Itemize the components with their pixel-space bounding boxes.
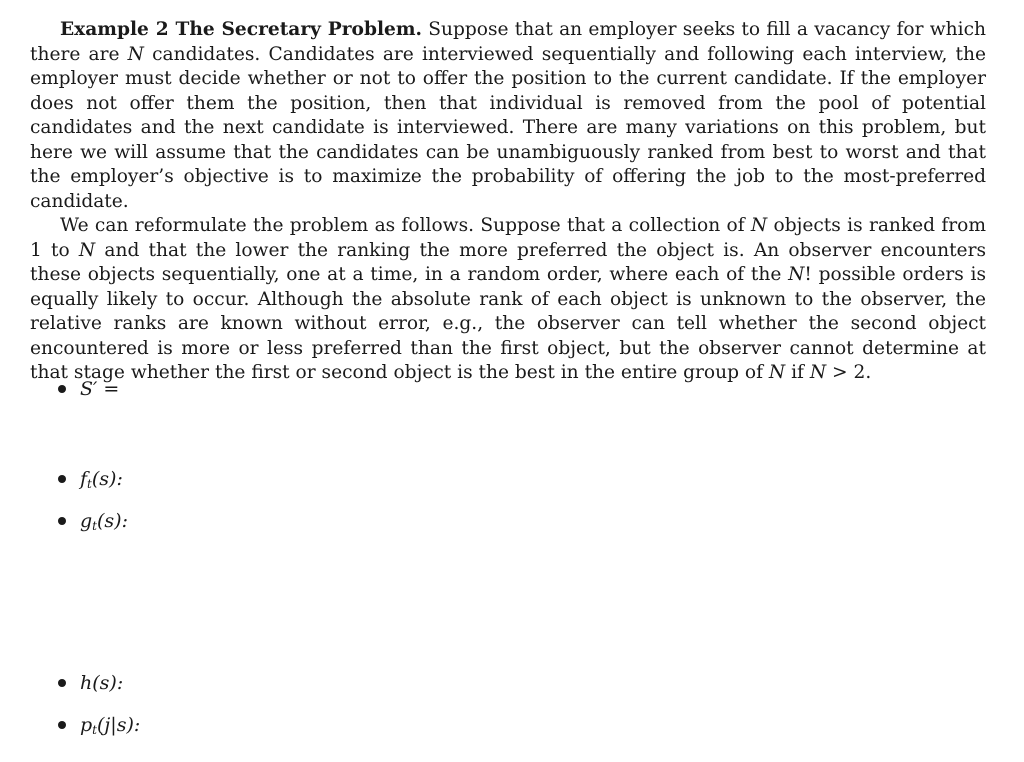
math-symbol-n: N — [78, 239, 96, 261]
bullet-label: h(s): — [80, 672, 124, 694]
bullet-dot-icon — [58, 385, 66, 393]
bullet-dot-icon — [58, 721, 66, 729]
bullet-s-prime — [58, 376, 119, 402]
bullet-p-t — [58, 712, 140, 738]
math-symbol-n: N — [788, 264, 805, 285]
bullet-label: $p_t(j|s)$: — [80, 714, 141, 737]
document-body — [30, 18, 986, 386]
paragraph-1-text: Suppose that an employer seeks to fill a vacancy for which there are N candidates. Candidates are interviewed sequentially and following each interview, the employer must decide whether or not to offer the position to the current candidate. If the employer does not offer them the position, then that individual is removed from the pool of potential candidates and the next candidate is interviewed. There are many variations on this problem, but here we will assume that the candidates can be unambiguously ranked from best to worst and that the employer’s objective is to maximize the probability of offering the job to the most-preferred candidate. — [30, 19, 986, 212]
subscript-t: t — [92, 519, 97, 533]
math-symbol-n: N — [809, 362, 827, 383]
math-symbol-n: N — [127, 43, 144, 65]
bullet-dot-icon — [58, 517, 66, 525]
bullet-dot-icon — [58, 475, 66, 483]
bullet-g-t — [58, 508, 128, 534]
subscript-t: t — [92, 723, 97, 737]
paragraph-2: We can reformulate the problem as follows. Suppose that a collection of N objects is ranked from 1 to N and that the lower the ranking the more preferred the object is. An observer encounters these objects sequentially, one at a time, in a random order, where each of the N! possible orders is equally likely to occur. Although the absolute rank of each object is unknown to the observer, the relative ranks are known without error, e.g., the observer can tell whether the second object encountered is more or less preferred than the first object, but the observer cannot determine at that stage whether the first or second object is the best in the entire group of N if N > 2. — [30, 215, 986, 383]
bullet-h — [58, 670, 123, 696]
bullet-label: $g_t(s)$: — [80, 510, 128, 533]
bullet-dot-icon — [58, 679, 66, 687]
math-symbol-n: N — [750, 215, 768, 236]
bullet-f-t — [58, 466, 123, 492]
bullet-label: S′ = — [80, 378, 120, 400]
subscript-t: t — [87, 477, 92, 491]
paragraph-1 — [30, 18, 986, 214]
bullet-label: $f_t(s)$: — [80, 468, 123, 491]
math-symbol-n: N — [768, 362, 786, 383]
example-title: Example 2 The Secretary Problem. — [60, 19, 422, 40]
